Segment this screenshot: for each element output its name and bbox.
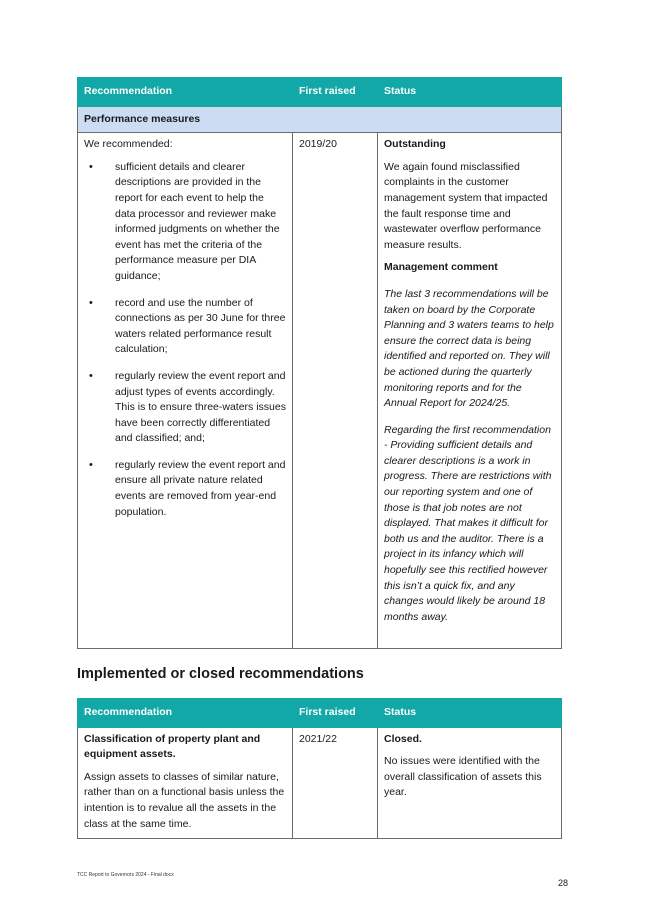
header-first-raised: First raised: [293, 699, 378, 728]
recommendation-intro: We recommended:: [84, 138, 173, 151]
header-first-raised: First raised: [293, 78, 378, 107]
bullet-text: sufficient details and clearer descriptions are provided in the report for each event to help the data processor and reviewer make informed judgments on whether the event has met the criteria of the performance measure per DIA guidance;: [115, 160, 280, 282]
header-status: Status: [378, 78, 562, 107]
bullet-icon: •: [89, 160, 93, 173]
recommendation-title: Classification of property plant and equipment assets.: [84, 732, 261, 761]
table-header-row: [78, 699, 562, 728]
table-header-row: [78, 78, 562, 107]
list-item: [84, 369, 286, 447]
status-cell: [378, 727, 562, 839]
recommendation-list: [84, 160, 286, 520]
section-heading: Implemented or closed recommendations: [77, 666, 364, 682]
page-number: 28: [558, 878, 569, 888]
bullet-icon: •: [89, 458, 93, 471]
recommendation-cell: [78, 727, 293, 839]
management-comment-title: Management comment: [384, 261, 498, 274]
section-label: Performance measures: [78, 106, 562, 133]
bullet-icon: •: [89, 296, 93, 309]
bullet-text: regularly review the event report and adjust types of events accordingly. This is to ensure three-waters issues have been correctly differentiated and classified; and;: [115, 369, 286, 445]
closed-recommendations-table: [77, 698, 562, 839]
header-recommendation: Recommendation: [78, 78, 293, 107]
list-item: [84, 160, 286, 285]
recommendation-cell: [78, 133, 293, 649]
bullet-text: record and use the number of connections as per 30 June for three waters related performance result calculation;: [115, 296, 286, 356]
status-title: Closed.: [384, 732, 422, 745]
status-cell: [378, 133, 562, 649]
management-comment-text: The last 3 recommendations will be taken on board by the Corporate Planning and 3 waters teams to help ensure the correct data is being identified and reported on. They will be actioned during the quarterly monitoring reports and for the Annual Report for 2024/25.: [384, 287, 554, 410]
management-comment-text: Regarding the first recommendation - Providing sufficient details and clearer descriptions is a work in progress. There are restrictions with our reporting system and one of those is that job notes are not displayed. That makes it difficult for both us and the auditor. There is a project in its infancy which will hopefully see this rectified however this isn’t a quick fix, and any changes would likely be around 18 months away.: [384, 423, 552, 623]
outstanding-recommendations-table: [77, 77, 562, 649]
recommendation-text: Assign assets to classes of similar nature, rather than on a functional basis unless the intention is to revalue all the assets in the class at the same time.: [84, 770, 285, 830]
bullet-text: regularly review the event report and ensure all private nature related events are removed from year-end population.: [115, 458, 286, 518]
bullet-icon: •: [89, 369, 93, 382]
first-raised-cell: 2019/20: [293, 133, 378, 649]
table-row: [78, 133, 562, 649]
status-text: We again found misclassified complaints in the customer management system that impacted the fault response time and wastewater overflow performance measure results.: [384, 160, 548, 251]
list-item: [84, 296, 286, 358]
header-recommendation: Recommendation: [78, 699, 293, 728]
header-status: Status: [378, 699, 562, 728]
table-row: [78, 727, 562, 839]
status-text: No issues were identified with the overall classification of assets this year.: [384, 755, 542, 799]
list-item: [84, 458, 286, 520]
first-raised-cell: 2021/22: [293, 727, 378, 839]
status-title: Outstanding: [384, 138, 446, 151]
footer-text: TCC Report to Governors 2024 - Final docx: [77, 872, 174, 878]
section-row: [78, 106, 562, 133]
